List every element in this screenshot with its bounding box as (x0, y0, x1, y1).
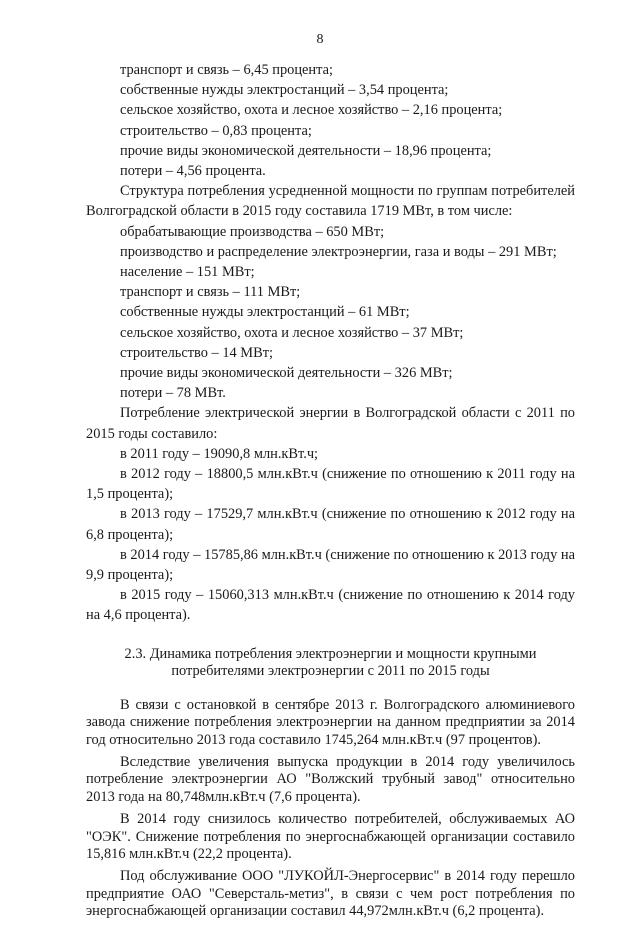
list-item: потери – 4,56 процента. (120, 163, 266, 180)
power-by-group-list (86, 222, 575, 404)
year-item: в 2012 году – 18800,5 млн.кВт.ч (снижение по отношению к 2011 году на 1,5 процента); (86, 466, 575, 503)
paragraph: В связи с остановкой в сентябре 2013 г. Волгоградского алюминиевого завода снижение потребления электроэнергии на данном предприятии за 2014 год относительно 2013 года составило 1745,264 млн.кВт.ч (97 процентов). (86, 696, 575, 748)
list-item: собственные нужды электростанций – 3,54 процента; (120, 82, 449, 99)
list-item: транспорт и связь – 111 МВт; (120, 284, 301, 301)
paragraph: Вследствие увеличения выпуска продукции в 2014 году увеличилось потребление электроэнергии АО "Волжский трубный завод" относительно 2013 года на 80,748млн.кВт.ч (7,6 процента). (86, 753, 575, 805)
list-item: производство и распределение электроэнергии, газа и воды – 291 МВт; (120, 243, 557, 260)
year-item: в 2014 году – 15785,86 млн.кВт.ч (снижение по отношению к 2013 году на 9,9 процента); (86, 546, 575, 584)
structure-paragraph: Структура потребления усредненной мощности по группам потребителей Волгоградской области в 2015 году составила 1719 МВт, в том числе: (86, 183, 575, 220)
list-item: обрабатывающие производства – 650 МВт; (120, 223, 385, 240)
paragraph: Под обслуживание ООО "ЛУКОЙЛ-Энергосервис" в 2014 году перешло предприятие ОАО "Северсталь-метиз", в связи с чем рост потребления по энергоснабжающей организации составил 44,972млн.кВт.ч (6,2 процента). (86, 868, 575, 920)
list-item: строительство – 14 МВт; (120, 344, 273, 361)
sector-share-list (86, 60, 575, 181)
list-item: сельское хозяйство, охота и лесное хозяйство – 2,16 процента; (120, 102, 503, 119)
page-number: 8 (316, 32, 324, 47)
list-item: сельское хозяйство, охота и лесное хозяйство – 37 МВт; (120, 324, 464, 341)
list-item: прочие виды экономической деятельности – 18,96 процента; (120, 142, 492, 159)
section-heading-line: 2.3. Динамика потребления электроэнергии и мощности крупными (124, 645, 537, 662)
section-heading-line: потребителями электроэнергии с 2011 по 2015 годы (171, 662, 490, 679)
year-item: в 2015 году – 15060,313 млн.кВт.ч (снижение по отношению к 2014 году на 4,6 процента). (86, 587, 575, 624)
section-heading (86, 646, 575, 680)
list-item: население – 151 МВт; (120, 264, 255, 281)
list-item: прочие виды экономической деятельности – 326 МВт; (120, 365, 453, 382)
paragraph: В 2014 году снизилось количество потребителей, обслуживаемых АО "ОЭК". Снижение потребления по энергоснабжающей организации составило 15,816 млн.кВт.ч (22,2 процента). (86, 811, 575, 862)
document-body (86, 60, 575, 926)
list-item: транспорт и связь – 6,45 процента; (120, 62, 333, 78)
year-item: в 2011 году – 19090,8 млн.кВт.ч; (120, 445, 319, 462)
yearly-consumption-list (86, 444, 575, 626)
list-item: строительство – 0,83 процента; (120, 122, 312, 139)
consumption-paragraph: Потребление электрической энергии в Волгоградской области с 2011 по 2015 годы составило: (86, 405, 575, 442)
section-body (86, 697, 575, 921)
year-item: в 2013 году – 17529,7 млн.кВт.ч (снижение по отношению к 2012 году на 6,8 процента); (86, 506, 575, 543)
list-item: собственные нужды электростанций – 61 МВт; (120, 304, 410, 321)
list-item: потери – 78 МВт. (120, 385, 226, 402)
